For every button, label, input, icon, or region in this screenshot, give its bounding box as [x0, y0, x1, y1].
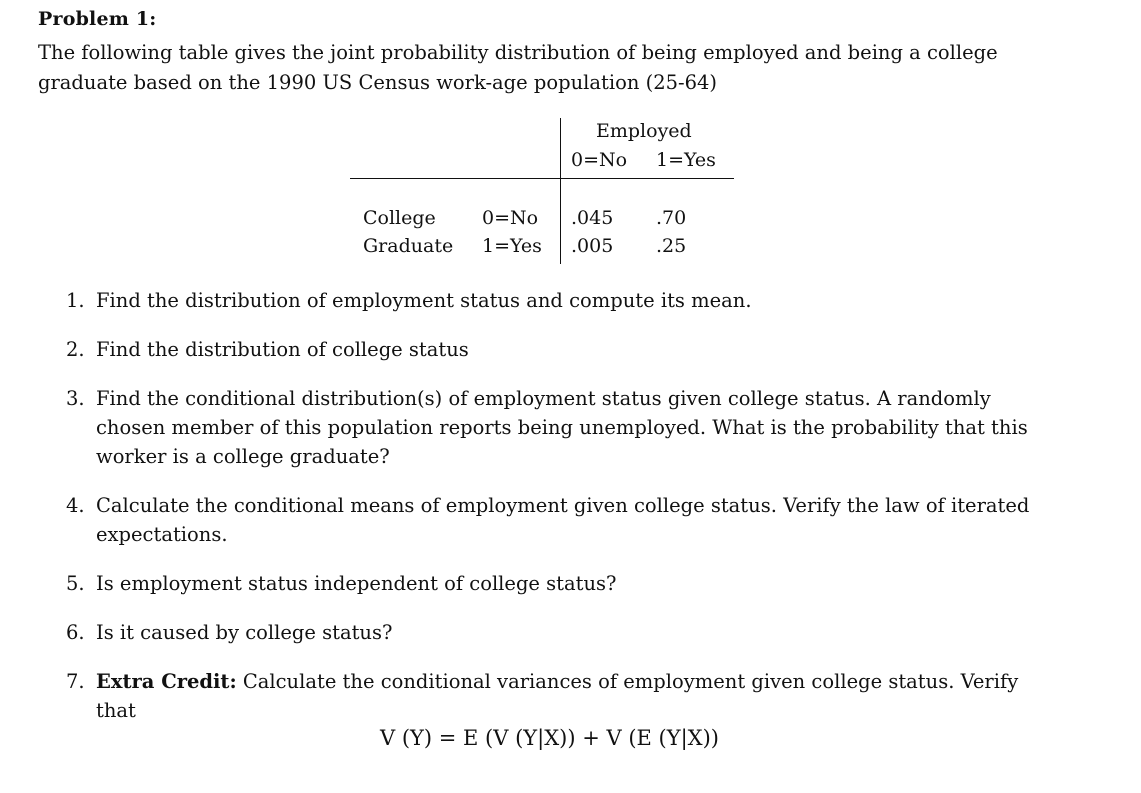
row-label-no: 0=No [482, 207, 539, 229]
question-number: 6. [66, 621, 85, 644]
table-vertical-rule [560, 118, 561, 264]
question-number: 3. [66, 387, 85, 410]
question-text: Is employment status independent of college status? [96, 572, 617, 595]
question-text: Find the distribution of employment status and compute its mean. [96, 289, 752, 312]
question-text: Is it caused by college status? [96, 621, 393, 644]
question-number: 2. [66, 338, 85, 361]
variance-decomposition-equation: V (Y) = E (V (Y|X)) + V (E (Y|X)) [380, 726, 719, 750]
row-group-label-line2: Graduate [363, 235, 454, 257]
row-group-label-line1: College [363, 207, 436, 229]
extra-credit-text: Calculate the conditional variances of employment given college status. Verify that [96, 670, 1019, 722]
extra-credit-label: Extra Credit: [96, 670, 237, 693]
table-cell: .70 [656, 207, 687, 229]
joint-probability-table [350, 118, 734, 264]
question-text [96, 667, 1056, 725]
problem-intro: The following table gives the joint probability distribution of being employed and being a college graduate based on the 1990 US Census work-age population (25-64) [38, 41, 998, 94]
table-cell: .25 [656, 235, 687, 257]
column-group-header: Employed [596, 120, 692, 142]
table-horizontal-rule [350, 178, 734, 179]
table-cell: .045 [571, 207, 614, 229]
table-cell: .005 [571, 235, 614, 257]
question-text: Find the conditional distribution(s) of employment status given college status. A randomly chosen member of this population reports being unemployed. What is the probability that this worker is a college graduate? [96, 387, 1028, 468]
col-header-no: 0=No [571, 149, 628, 171]
row-label-yes: 1=Yes [482, 235, 542, 257]
question-text: Find the distribution of college status [96, 338, 469, 361]
question-number: 5. [66, 572, 85, 595]
question-number: 7. [66, 670, 85, 693]
question-number: 4. [66, 494, 85, 517]
problem-title: Problem 1: [38, 8, 157, 30]
question-number: 1. [66, 289, 85, 312]
col-header-yes: 1=Yes [656, 149, 716, 171]
question-text: Calculate the conditional means of employment given college status. Verify the law of iterated expectations. [96, 494, 1030, 546]
